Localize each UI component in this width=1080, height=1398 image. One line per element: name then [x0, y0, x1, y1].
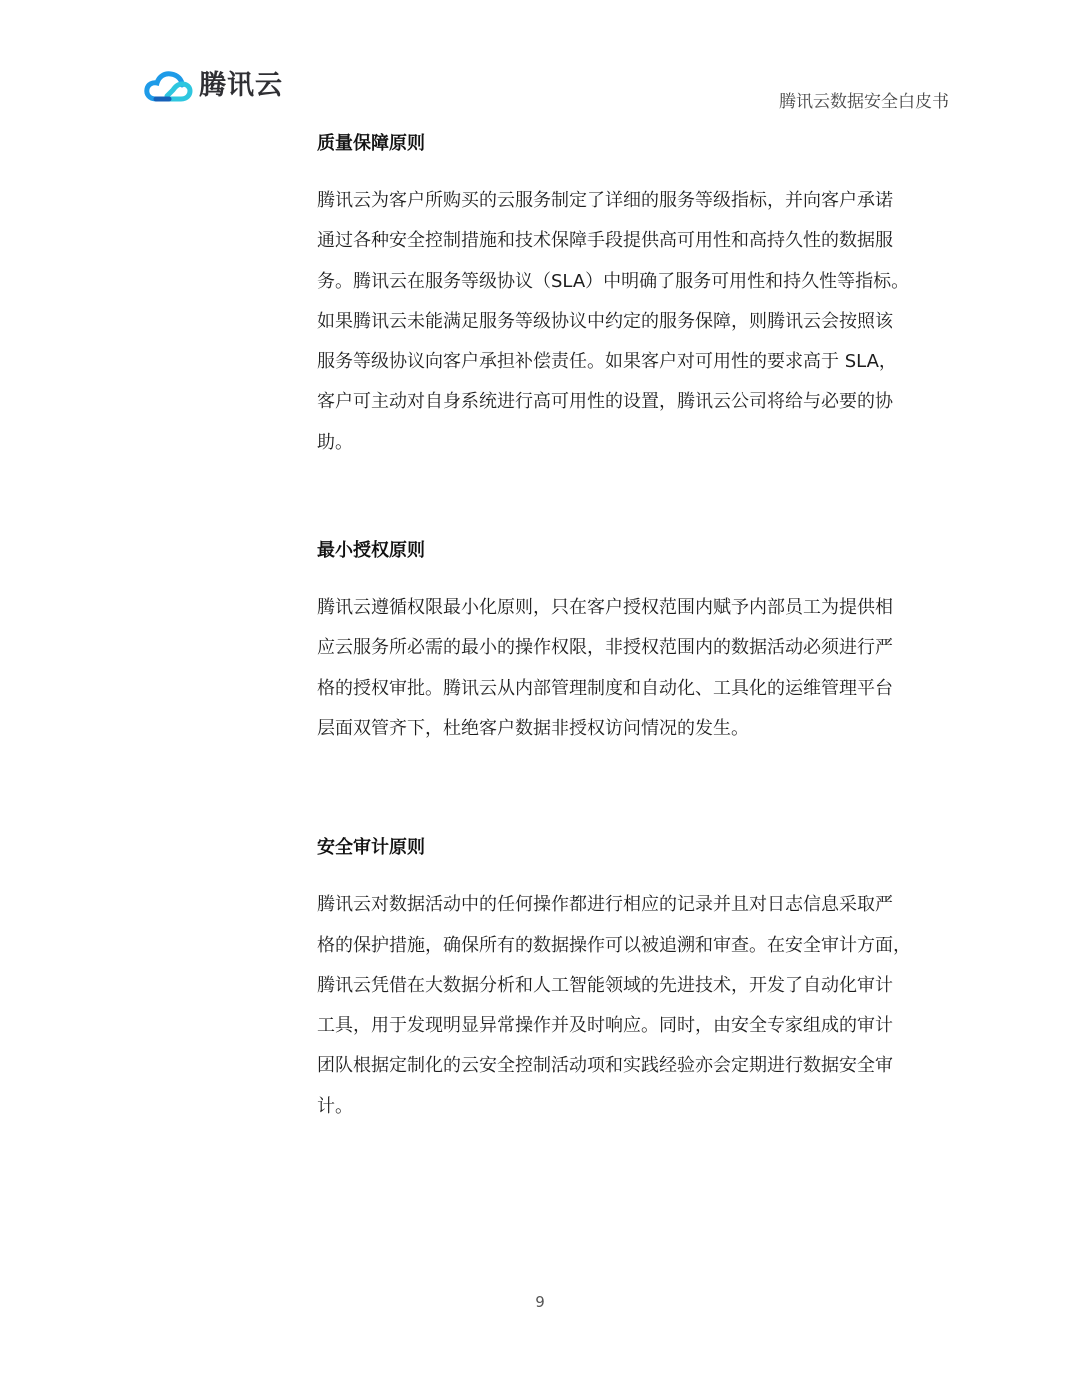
paragraph-line: 应云服务所必需的最小的操作权限，非授权范围内的数据活动必须进行严 — [317, 637, 893, 659]
paragraph-line: 通过各种安全控制措施和技术保障手段提供高可用性和高持久性的数据服 — [317, 230, 893, 252]
cloud-logo-icon — [143, 68, 193, 104]
paragraph-line: 务。腾讯云在服务等级协议（SLA）中明确了服务可用性和持久性等指标。 — [317, 270, 910, 292]
logo-text: 腾讯云 — [199, 70, 283, 101]
paragraph-line: 服务等级协议向客户承担补偿责任。如果客户对可用性的要求高于 SLA， — [317, 351, 897, 373]
paragraph-line: 腾讯云遵循权限最小化原则，只在客户授权范围内赋予内部员工为提供相 — [317, 597, 893, 619]
paragraph-line: 助。 — [317, 431, 353, 453]
paragraph-line: 团队根据定制化的云安全控制活动项和实践经验亦会定期进行数据安全审 — [317, 1055, 893, 1077]
page-content — [317, 128, 977, 1127]
document-title: 腾讯云数据安全白皮书 — [779, 92, 949, 112]
section-heading-least-privilege: 最小授权原则 — [317, 540, 425, 562]
section-paragraph-quality-assurance — [317, 181, 977, 463]
paragraph-line: 格的授权审批。腾讯云从内部管理制度和自动化、工具化的运维管理平台 — [317, 677, 893, 699]
page-number: 9 — [535, 1293, 545, 1311]
paragraph-line: 格的保护措施，确保所有的数据操作可以被追溯和审查。在安全审计方面， — [317, 934, 911, 956]
tencent-cloud-logo — [143, 66, 283, 106]
paragraph-line: 腾讯云对数据活动中的任何操作都进行相应的记录并且对日志信息采取严 — [317, 894, 893, 916]
section-heading-security-audit: 安全审计原则 — [317, 837, 425, 859]
section-heading-quality-assurance: 质量保障原则 — [317, 133, 425, 154]
paragraph-line: 腾讯云为客户所购买的云服务制定了详细的服务等级指标，并向客户承诺 — [317, 190, 893, 211]
section-paragraph-least-privilege — [317, 588, 977, 749]
section-paragraph-security-audit — [317, 885, 977, 1127]
paragraph-line: 如果腾讯云未能满足服务等级协议中约定的服务保障，则腾讯云会按照该 — [317, 310, 893, 332]
paragraph-line: 工具，用于发现明显异常操作并及时响应。同时，由安全专家组成的审计 — [317, 1015, 893, 1037]
paragraph-line: 层面双管齐下，杜绝客户数据非授权访问情况的发生。 — [317, 717, 749, 739]
paragraph-line: 客户可主动对自身系统进行高可用性的设置，腾讯云公司将给与必要的协 — [317, 391, 893, 413]
paragraph-line: 腾讯云凭借在大数据分析和人工智能领域的先进技术，开发了自动化审计 — [317, 974, 893, 996]
paragraph-line: 计。 — [317, 1095, 353, 1117]
